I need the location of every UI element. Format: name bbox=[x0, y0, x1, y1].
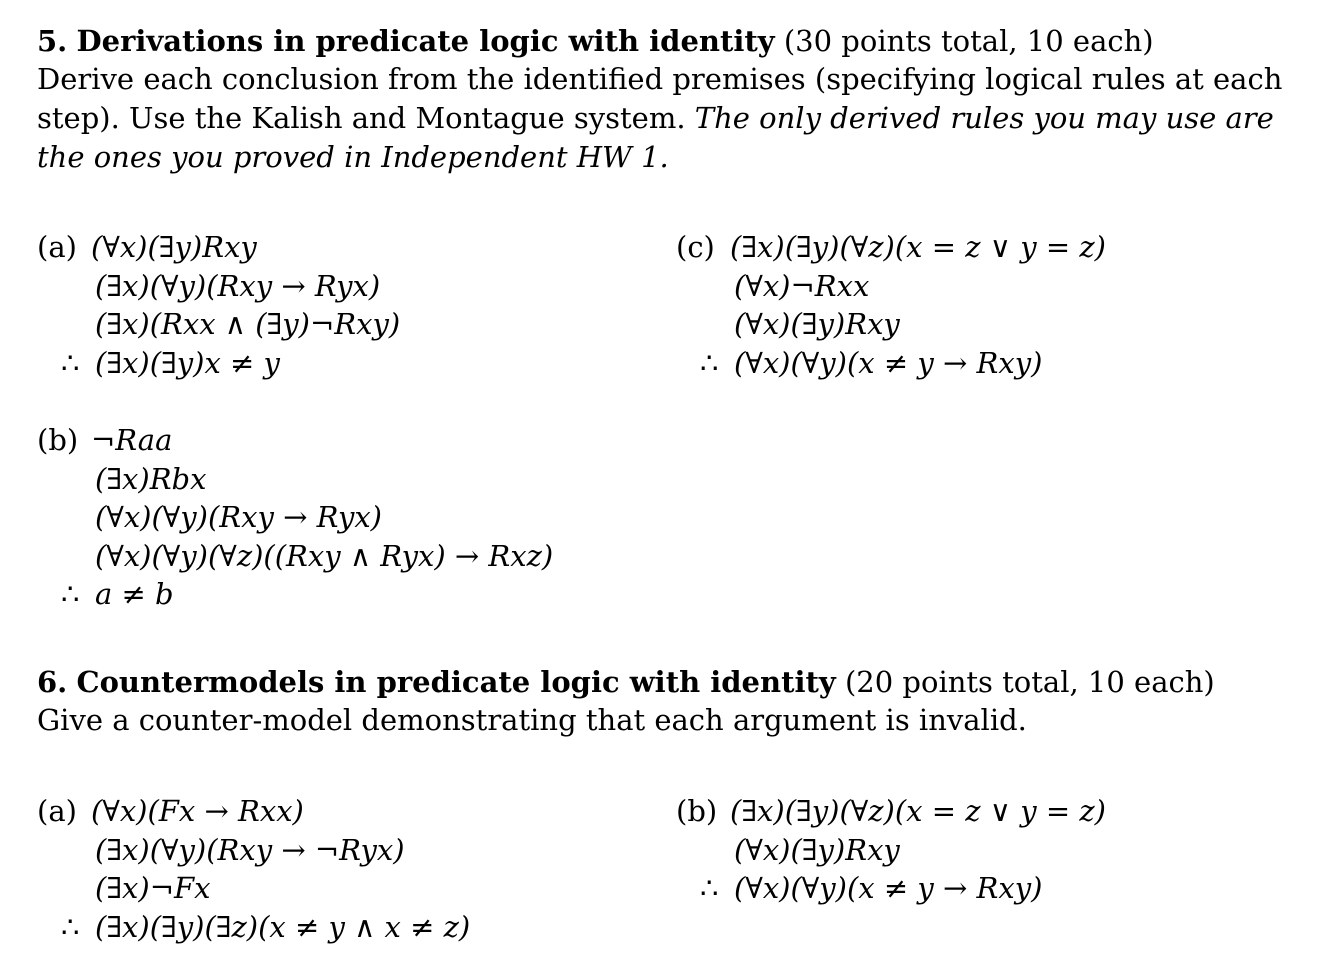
therefore-symbol: ∴ bbox=[700, 871, 719, 905]
conclusion: (∃x)(∃y)x ≠ y bbox=[95, 345, 280, 380]
section-5-instructions bbox=[37, 60, 1307, 177]
therefore-symbol: ∴ bbox=[61, 577, 80, 611]
section-5-number: 5. bbox=[37, 24, 68, 58]
therefore-symbol: ∴ bbox=[700, 345, 719, 380]
problem-label: (b) bbox=[37, 423, 79, 457]
conclusion: (∃x)(∃y)(∃z)(x ≠ y ∧ x ≠ z) bbox=[95, 909, 471, 944]
premise: (∃x)¬Fx bbox=[95, 871, 211, 905]
problem-5c bbox=[676, 228, 1106, 382]
conclusion: (∀x)(∀y)(x ≠ y → Rxy) bbox=[734, 871, 1043, 905]
section-5-instructions-italic: The only derived rules you may use are the ones you proved in Independent HW 1. bbox=[37, 101, 1274, 174]
premise: ¬Raa bbox=[91, 423, 173, 457]
section-5-title: Derivations in predicate logic with identity bbox=[76, 24, 775, 58]
conclusion: (∀x)(∀y)(x ≠ y → Rxy) bbox=[734, 345, 1043, 380]
premise: (∀x)(∀y)(∀z)((Rxy ∧ Ryx) → Rxz) bbox=[95, 538, 554, 573]
problem-5a bbox=[37, 228, 400, 382]
problem-label: (c) bbox=[676, 230, 715, 264]
conclusion: a ≠ b bbox=[95, 577, 174, 611]
premise: (∀x)(∃y)Rxy bbox=[91, 230, 257, 264]
therefore-symbol: ∴ bbox=[61, 345, 80, 380]
problem-label: (b) bbox=[676, 794, 718, 828]
premise: (∀x)(∃y)Rxy bbox=[734, 832, 900, 867]
page bbox=[37, 22, 1307, 177]
section-5-points: (30 points total, 10 each) bbox=[783, 24, 1154, 58]
premise: (∀x)(Fx → Rxx) bbox=[91, 794, 304, 828]
section-5-heading bbox=[37, 22, 1307, 60]
problem-5b bbox=[37, 421, 553, 614]
section-6-number: 6. bbox=[37, 665, 68, 699]
premise: (∀x)(∀y)(Rxy → Ryx) bbox=[95, 500, 382, 534]
section-6-heading bbox=[37, 663, 1307, 701]
section-6 bbox=[37, 663, 1307, 740]
problem-6a bbox=[37, 792, 470, 946]
problem-6b bbox=[676, 792, 1106, 908]
section-6-title: Countermodels in predicate logic with identity bbox=[76, 665, 836, 699]
premise: (∀x)(∃y)Rxy bbox=[734, 307, 900, 341]
section-6-points: (20 points total, 10 each) bbox=[844, 665, 1215, 699]
therefore-symbol: ∴ bbox=[61, 909, 80, 944]
premise: (∃x)(Rxx ∧ (∃y)¬Rxy) bbox=[95, 307, 401, 341]
problem-label: (a) bbox=[37, 230, 77, 264]
section-6-instructions-plain: Give a counter-model demonstrating that each argument is invalid. bbox=[37, 703, 1027, 737]
problem-label: (a) bbox=[37, 794, 77, 828]
premise: (∃x)(∀y)(Rxy → ¬Ryx) bbox=[95, 832, 405, 867]
premise: (∃x)Rbx bbox=[95, 461, 207, 496]
premise: (∃x)(∀y)(Rxy → Ryx) bbox=[95, 268, 381, 303]
section-5-instructions-plain: Derive each conclusion from the identified premises (specifying logical rules at each step). Use the Kalish and Montague system. bbox=[37, 62, 1283, 135]
premise: (∀x)¬Rxx bbox=[734, 268, 870, 303]
premise: (∃x)(∃y)(∀z)(x = z ∨ y = z) bbox=[730, 794, 1106, 828]
premise: (∃x)(∃y)(∀z)(x = z ∨ y = z) bbox=[730, 230, 1106, 264]
section-6-instructions bbox=[37, 701, 1307, 740]
